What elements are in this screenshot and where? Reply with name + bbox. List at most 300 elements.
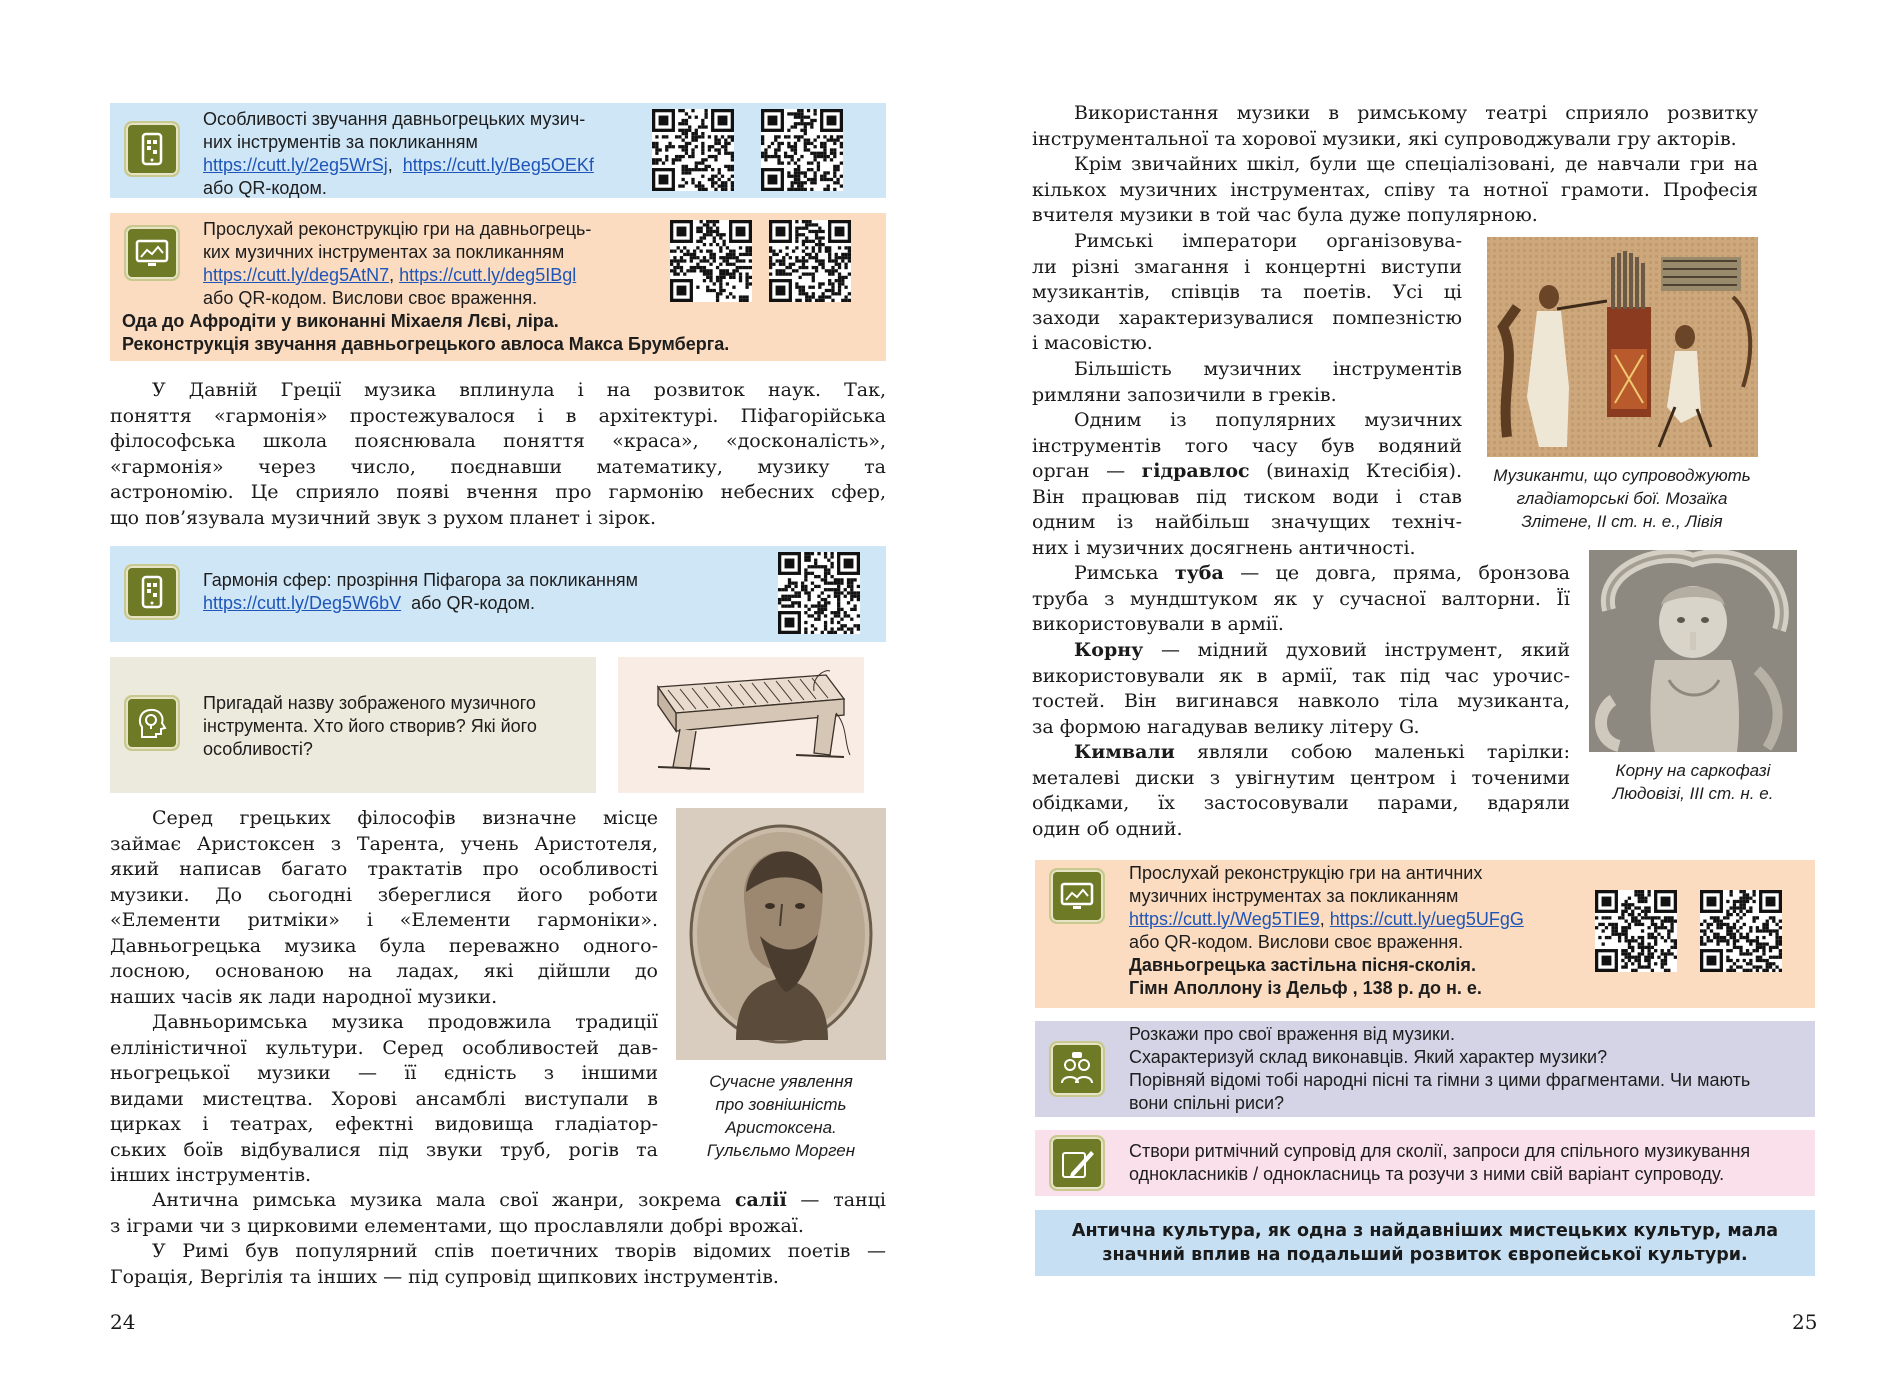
qr-module: [1647, 942, 1650, 945]
qr-module: [688, 116, 691, 119]
qr-module: [1739, 906, 1742, 909]
qr-module: [686, 250, 689, 253]
qr-module: [811, 624, 814, 627]
qr-module: [709, 220, 712, 223]
qr-module: [655, 152, 658, 155]
qr-module: [850, 595, 853, 598]
qr-module: [726, 253, 729, 256]
qr-module: [745, 299, 748, 302]
qr-module: [838, 279, 841, 282]
qr-module: [810, 152, 813, 155]
qr-module: [795, 269, 798, 272]
qr-module: [827, 631, 830, 634]
qr-module: [807, 148, 810, 151]
link-sound-features-2[interactable]: https://cutt.ly/Beg5OEKf: [402, 155, 594, 175]
qr-module: [853, 591, 856, 594]
qr-module: [804, 125, 807, 128]
qr-module: [835, 227, 845, 237]
qr-module: [808, 608, 811, 611]
qr-module: [675, 135, 678, 138]
text-run: — танці: [786, 1189, 886, 1211]
qr-module: [794, 142, 797, 145]
term-tuba: туба: [1174, 562, 1224, 584]
qr-module: [685, 148, 688, 151]
qr-module: [785, 585, 788, 588]
qr-module: [736, 269, 739, 272]
qr-module: [1670, 923, 1673, 926]
qr-module: [745, 279, 748, 282]
qr-module: [1716, 936, 1719, 939]
qr-module: [815, 256, 818, 259]
qr-module: [1651, 936, 1654, 939]
qr-module: [813, 158, 816, 161]
qr-module: [817, 135, 820, 138]
qr-module: [1713, 936, 1716, 939]
qr-module: [1743, 900, 1746, 903]
qr-module: [804, 129, 807, 132]
qr-module: [834, 611, 837, 614]
text-line: вчителя музики в той час була дуже популярною.: [1032, 204, 1538, 226]
qr-module: [1752, 920, 1755, 923]
qr-module: [1608, 923, 1611, 926]
qr-module: [834, 578, 837, 581]
qr-module: [1743, 936, 1746, 939]
qr-module: [685, 135, 688, 138]
qr-module: [749, 276, 752, 279]
qr-module: [1647, 933, 1650, 936]
qr-module: [778, 601, 781, 604]
qr-module: [836, 135, 839, 138]
qr-module: [706, 227, 709, 230]
paragraph-emperors: [1032, 229, 1462, 357]
qr-module: [729, 272, 732, 275]
qr-module: [727, 165, 730, 168]
qr-module: [1634, 920, 1637, 923]
discussion-box-text: [1129, 1023, 1809, 1115]
qr-module: [1766, 929, 1769, 932]
qr-module: [703, 269, 706, 272]
qr-module: [776, 259, 779, 262]
qr-module: [1657, 926, 1660, 929]
text-line: астрономію. Це сприяло появі вчення про гармонію небесних сфер,: [110, 481, 886, 503]
qr-module: [678, 158, 681, 161]
track-title: Реконструкція звучання давньогрецького авлоса Макса Брумберга.: [122, 334, 730, 354]
qr-module: [795, 233, 798, 236]
box-line: Порівняй відомі тобі народні пісні та гімни з цими фрагментами. Чи мають: [1129, 1070, 1751, 1090]
qr-module: [1628, 897, 1631, 900]
qr-module: [1733, 900, 1736, 903]
qr-module: [827, 601, 830, 604]
qr-module: [685, 119, 688, 122]
qr-module: [844, 263, 847, 266]
qr-module: [850, 582, 853, 585]
qr-module: [774, 155, 777, 158]
qr-module: [718, 171, 721, 174]
qr-module: [729, 292, 732, 295]
qr-module: [719, 282, 722, 285]
gladiator-musicians-mosaic: [1487, 237, 1758, 457]
qr-module: [808, 555, 811, 558]
qr-module: [838, 289, 841, 292]
qr-module: [817, 601, 820, 604]
link-antique-reconstruction-1[interactable]: https://cutt.ly/Weg5TIE9: [1129, 909, 1320, 929]
qr-module: [724, 142, 727, 145]
qr-module: [1726, 916, 1729, 919]
qr-module: [827, 116, 837, 126]
qr-code[interactable]: [1700, 890, 1782, 972]
qr-module: [1641, 929, 1644, 932]
qr-module: [830, 135, 833, 138]
qr-module: [844, 614, 847, 617]
qr-module: [831, 282, 834, 285]
qr-module: [807, 139, 810, 142]
qr-module: [682, 132, 685, 135]
qr-module: [745, 250, 748, 253]
qr-module: [683, 272, 686, 275]
qr-module: [781, 142, 784, 145]
qr-module: [1634, 923, 1637, 926]
qr-module: [818, 286, 821, 289]
paragraph-aristoxenus: [110, 806, 658, 1010]
qr-module: [1670, 939, 1673, 942]
qr-module: [838, 276, 841, 279]
qr-module: [784, 135, 787, 138]
qr-module: [813, 178, 816, 181]
link-sound-features-1[interactable]: https://cutt.ly/2eg5WrSj: [203, 155, 388, 175]
qr-module: [837, 621, 840, 624]
qr-module: [821, 611, 824, 614]
link-greek-reconstruction-1[interactable]: https://cutt.ly/deg5AtN7: [203, 265, 390, 285]
qr-module: [1775, 936, 1778, 939]
qr-module: [1749, 962, 1752, 965]
qr-module: [808, 295, 811, 298]
qr-module: [830, 582, 833, 585]
qr-module: [794, 595, 797, 598]
qr-module: [678, 155, 681, 158]
qr-module: [1733, 933, 1736, 936]
qr-module: [1644, 956, 1647, 959]
qr-module: [844, 611, 847, 614]
qr-module: [682, 148, 685, 151]
qr-module: [808, 256, 811, 259]
qr-module: [781, 604, 784, 607]
qr-module: [1739, 965, 1742, 968]
qr-module: [721, 145, 724, 148]
qr-module: [1621, 949, 1624, 952]
qr-module: [781, 598, 784, 601]
qr-module: [840, 582, 843, 585]
qr-module: [716, 220, 719, 223]
qr-module: [840, 578, 843, 581]
qr-module: [1723, 939, 1726, 942]
qr-module: [698, 161, 701, 164]
qr-module: [1631, 946, 1634, 949]
qr-module: [1772, 946, 1775, 949]
qr-module: [764, 158, 767, 161]
qr-module: [1746, 969, 1749, 972]
paragraph-borrowed: [1032, 357, 1462, 408]
qr-module: [695, 132, 698, 135]
qr-module: [802, 243, 805, 246]
qr-module: [1595, 926, 1598, 929]
qr-module: [1634, 956, 1637, 959]
qr-module: [1670, 946, 1673, 949]
qr-module: [731, 139, 734, 142]
qr-module: [830, 611, 833, 614]
qr-module: [804, 621, 807, 624]
qr-module: [1647, 926, 1650, 929]
qr-module: [659, 148, 662, 151]
qr-module: [724, 145, 727, 148]
qr-module: [1756, 949, 1759, 952]
qr-module: [1759, 946, 1762, 949]
qr-module: [652, 145, 655, 148]
link-harmony-spheres[interactable]: https://cutt.ly/Deg5W6bV: [203, 593, 402, 613]
qr-module: [690, 259, 693, 262]
qr-module: [1615, 926, 1618, 929]
qr-module: [761, 155, 764, 158]
qr-module: [682, 145, 685, 148]
qr-module: [678, 135, 681, 138]
qr-module: [797, 139, 800, 142]
text-line: інструментів того часу був водяний: [1032, 434, 1462, 457]
qr-module: [677, 272, 680, 275]
qr-module: [1611, 923, 1614, 926]
qr-module: [1766, 962, 1769, 965]
link-greek-reconstruction-2[interactable]: https://cutt.ly/deg5IBgl: [399, 265, 577, 285]
text-line: У Римі був популярний спів поетичних творів відомих поетів —: [152, 1240, 886, 1262]
qr-module: [1723, 916, 1726, 919]
qr-module: [716, 299, 719, 302]
qr-module: [817, 611, 820, 614]
qr-module: [848, 292, 851, 295]
qr-module: [1638, 920, 1641, 923]
qr-module: [1641, 890, 1644, 893]
qr-module: [1602, 897, 1612, 907]
qr-module: [677, 266, 680, 269]
qr-module: [805, 220, 808, 223]
qr-module: [798, 601, 801, 604]
qr-module: [1720, 936, 1723, 939]
qr-code-pattern: [769, 220, 851, 302]
qr-module: [844, 299, 847, 302]
qr-module: [833, 155, 836, 158]
qr-module: [690, 269, 693, 272]
qr-module: [1674, 956, 1677, 959]
qr-module: [739, 253, 742, 256]
qr-module: [794, 585, 797, 588]
text-line: римляни запозичили в греків.: [1032, 383, 1337, 406]
qr-code[interactable]: [761, 109, 843, 191]
qr-module: [827, 188, 830, 191]
qr-module: [722, 259, 725, 262]
qr-module: [794, 582, 797, 585]
qr-module: [804, 627, 807, 630]
qr-module: [857, 598, 860, 601]
qr-module: [764, 155, 767, 158]
qr-module: [818, 295, 821, 298]
qr-module: [794, 161, 797, 164]
qr-module: [1772, 920, 1775, 923]
qr-module: [1723, 923, 1726, 926]
qr-module: [1647, 936, 1650, 939]
qr-module: [1631, 969, 1634, 972]
qr-code[interactable]: [670, 220, 752, 302]
qr-module: [821, 230, 824, 233]
qr-module: [823, 142, 826, 145]
qr-module: [840, 135, 843, 138]
qr-module: [722, 272, 725, 275]
qr-module: [761, 142, 764, 145]
qr-phone-icon: [124, 564, 180, 620]
qr-module: [844, 266, 847, 269]
box-line: Створи ритмічний супровід для сколії, запроси для спільного музикування: [1129, 1141, 1751, 1161]
qr-module: [1595, 916, 1598, 919]
qr-module: [1736, 913, 1739, 916]
qr-module: [721, 135, 724, 138]
qr-module: [1641, 949, 1644, 952]
qr-module: [797, 165, 800, 168]
qr-module: [1647, 906, 1650, 909]
qr-module: [716, 276, 719, 279]
qr-module: [1674, 942, 1677, 945]
qr-module: [1749, 926, 1752, 929]
qr-module: [1762, 952, 1765, 955]
text-line: [110, 1188, 886, 1214]
qr-module: [1621, 959, 1624, 962]
qr-module: [1631, 916, 1634, 919]
qr-module: [1730, 949, 1733, 952]
qr-code[interactable]: [652, 109, 734, 191]
qr-module: [680, 269, 683, 272]
qr-module: [722, 269, 725, 272]
qr-module: [804, 142, 807, 145]
qr-code[interactable]: [1595, 890, 1677, 972]
qr-module: [670, 250, 673, 253]
qr-module: [802, 292, 805, 295]
summary-text: [1035, 1219, 1815, 1267]
qr-module: [808, 614, 811, 617]
qr-module: [655, 158, 658, 161]
qr-module: [812, 276, 815, 279]
qr-module: [802, 259, 805, 262]
qr-module: [821, 236, 824, 239]
qr-module: [791, 588, 794, 591]
qr-module: [1730, 959, 1733, 962]
box-line: або QR-кодом. Вислови своє враження.: [1129, 932, 1464, 952]
qr-module: [794, 125, 797, 128]
qr-module: [1733, 923, 1736, 926]
qr-module: [825, 269, 828, 272]
qr-module: [688, 168, 691, 171]
qr-module: [1746, 952, 1749, 955]
qr-module: [1602, 929, 1605, 932]
qr-module: [1647, 965, 1650, 968]
qr-code-pattern: [670, 220, 752, 302]
link-antique-reconstruction-2[interactable]: https://cutt.ly/ueg5UFgG: [1329, 909, 1524, 929]
caption-line: Аристоксена.: [725, 1118, 837, 1137]
qr-module: [820, 152, 823, 155]
qr-module: [807, 161, 810, 164]
text-line: Давньогрецька музика була переважно одного-: [110, 934, 658, 957]
qr-module: [818, 236, 821, 239]
qr-module: [745, 246, 748, 249]
qr-module: [726, 269, 729, 272]
qr-module: [652, 158, 655, 161]
qr-module: [818, 240, 821, 243]
qr-module: [1625, 920, 1628, 923]
text-line: один об одний.: [1032, 817, 1183, 840]
qr-module: [1746, 910, 1749, 913]
qr-module: [782, 272, 785, 275]
qr-module: [696, 230, 699, 233]
qr-module: [713, 282, 716, 285]
qr-code[interactable]: [769, 220, 851, 302]
caption-line: Людовізі, ІІІ ст. н. е.: [1612, 784, 1774, 803]
qr-module: [655, 142, 658, 145]
qr-module: [838, 282, 841, 285]
qr-module: [1634, 939, 1637, 942]
qr-module: [818, 263, 821, 266]
text-line: ли різні змагання і концертні виступи: [1032, 255, 1462, 278]
qr-module: [691, 132, 694, 135]
qr-module: [682, 165, 685, 168]
qr-module: [844, 295, 847, 298]
page-number: 24: [110, 1310, 136, 1334]
qr-module: [1611, 933, 1614, 936]
qr-module: [1674, 920, 1677, 923]
text-line: Крім звичайних шкіл, були ще спеціалізовані, де навчали гри на: [1074, 153, 1758, 175]
qr-module: [1644, 906, 1647, 909]
qr-module: [774, 148, 777, 151]
qr-module: [1628, 926, 1631, 929]
qr-module: [1638, 936, 1641, 939]
qr-module: [1716, 942, 1719, 945]
qr-module: [1726, 959, 1729, 962]
qr-module: [805, 253, 808, 256]
qr-module: [791, 604, 794, 607]
qr-module: [1657, 916, 1660, 919]
text-line: лосною, основаною на ладах, які дійшли до: [110, 960, 658, 982]
qr-module: [1746, 939, 1749, 942]
qr-module: [1641, 910, 1644, 913]
qr-module: [769, 256, 772, 259]
qr-code[interactable]: [778, 552, 860, 634]
qr-module: [701, 142, 704, 145]
qr-module: [745, 266, 748, 269]
qr-module: [841, 259, 844, 262]
qr-module: [749, 253, 752, 256]
qr-module: [788, 598, 791, 601]
qr-module: [824, 582, 827, 585]
qr-module: [811, 604, 814, 607]
qr-module: [1638, 965, 1641, 968]
qr-module: [704, 116, 707, 119]
qr-module: [1647, 959, 1650, 962]
qr-module: [1638, 900, 1641, 903]
qr-module: [1647, 956, 1650, 959]
qr-module: [1736, 929, 1739, 932]
qr-module: [833, 188, 836, 191]
qr-module: [815, 243, 818, 246]
qr-module: [1647, 916, 1650, 919]
track-title: Давньогрецька застільна пісня-сколія.: [1129, 955, 1476, 975]
qr-module: [833, 139, 836, 142]
qr-module: [801, 585, 804, 588]
qr-module: [721, 184, 724, 187]
qr-module: [695, 129, 698, 132]
qr-module: [1638, 923, 1641, 926]
